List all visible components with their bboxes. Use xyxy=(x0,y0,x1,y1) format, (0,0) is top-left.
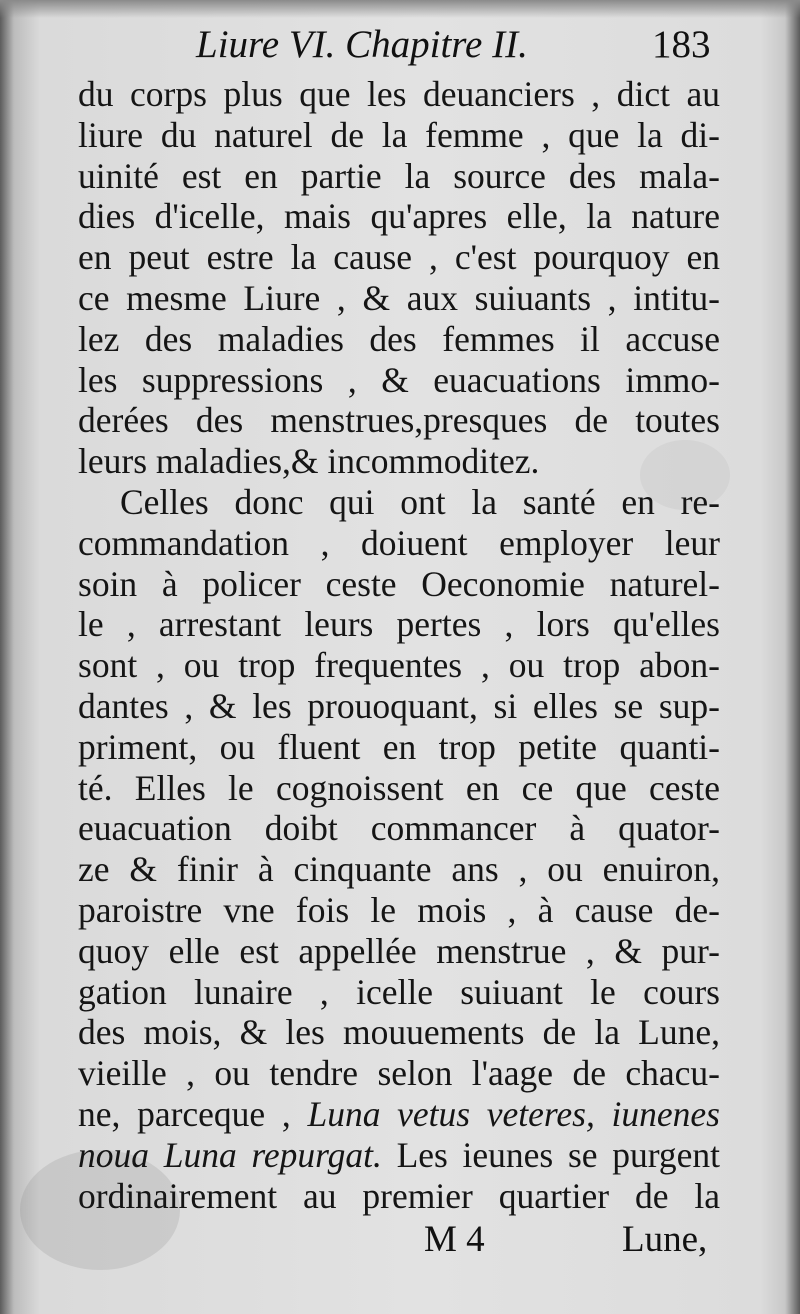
text-line: leurs maladies,& incommoditez. xyxy=(78,441,540,482)
text-line: en peut estre la cause , c'est pourquoy en xyxy=(78,237,720,278)
text-line: du corps plus que les deuanciers , dict au xyxy=(78,74,720,114)
text-line: dantes , & les prouoquant, si elles se sup- xyxy=(78,685,720,726)
text-line: lez des maladies des femmes il accuse xyxy=(78,318,720,359)
page-header xyxy=(0,22,800,72)
text-line: sont , ou trop frequentes , ou trop abon- xyxy=(78,645,720,686)
text-line: euacuation doibt commancer à quator- xyxy=(78,808,720,849)
latin-quote: Luna vetus veteres, iunenes xyxy=(307,1093,720,1134)
latin-quote: noua Luna repurgat. xyxy=(78,1134,382,1175)
text-line: priment, ou fluent en trop petite quanti- xyxy=(78,726,720,767)
page-number: 183 xyxy=(652,23,711,66)
text-line: des mois, & les mouuements de la Lune, xyxy=(78,1012,720,1053)
page-footer xyxy=(0,1218,800,1266)
text-line: ordinairement au premier quartier de la xyxy=(78,1175,720,1216)
text-line: soin à policer ceste Oeconomie naturel- xyxy=(78,563,720,604)
text-line: gation lunaire , icelle suiuant le cours xyxy=(78,971,720,1012)
text-line: noua Luna repurgat. Les ieunes se purgent xyxy=(78,1134,720,1175)
catchword: Lune, xyxy=(622,1219,708,1260)
text-line: dies d'icelle, mais qu'apres elle, la nature xyxy=(78,196,720,237)
text-line: derées des menstrues,presques de toutes xyxy=(78,400,720,441)
text-line: liure du naturel de la femme , que la di- xyxy=(78,114,720,155)
text-line: Celles donc qui ont la santé en re- xyxy=(120,481,720,522)
signature-mark: M 4 xyxy=(424,1219,485,1260)
text-line: ne, parceque , Luna vetus veteres, iunenes xyxy=(78,1093,720,1134)
text-line: ze & finir à cinquante ans , ou enuiron, xyxy=(78,849,720,890)
text-line: quoy elle est appellée menstrue , & pur- xyxy=(78,930,720,971)
body-text xyxy=(78,74,720,1216)
text-line: commandation , doiuent employer leur xyxy=(78,522,720,563)
text-line: le , arrestant leurs pertes , lors qu'elles xyxy=(78,604,720,645)
text-line: vieille , ou tendre selon l'aage de chacu- xyxy=(78,1053,720,1094)
text-line: té. Elles le cognoissent en ce que ceste xyxy=(78,767,720,808)
running-title: Liure VI. Chapitre II. xyxy=(196,23,528,66)
text-line: uinité est en partie la source des mala- xyxy=(78,155,720,196)
text-line: ce mesme Liure , & aux suiuants , intitu- xyxy=(78,277,720,318)
text-line: paroistre vne fois le mois , à cause de- xyxy=(78,889,720,930)
text-line: les suppressions , & euacuations immo- xyxy=(78,359,720,400)
